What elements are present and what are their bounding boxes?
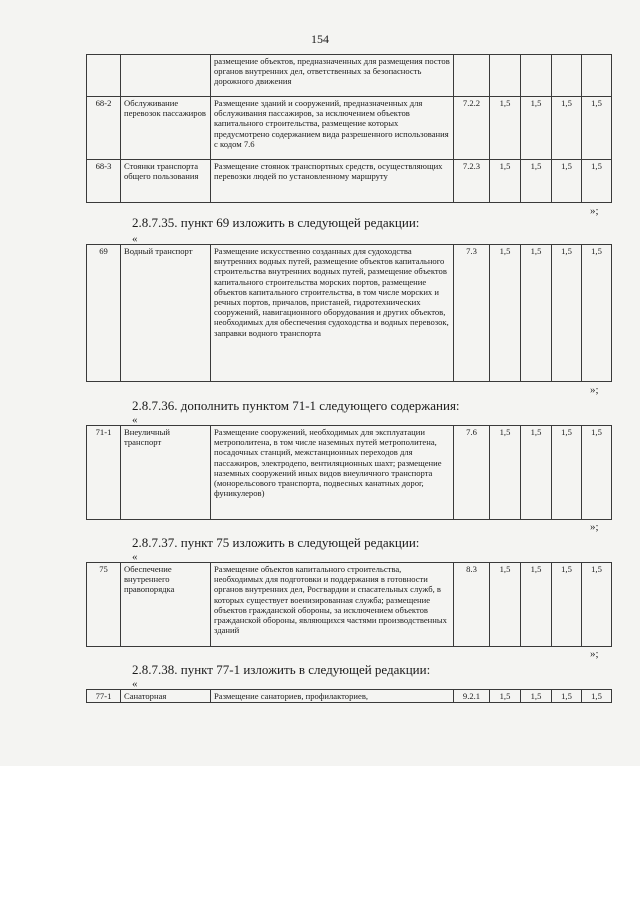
row-description: Размещение сооружений, необходимых для эксплуатации метрополитена, в том числе наземных путей метрополитена, посадочных станций, межстанционных переходов для пассажиров, электродепо, вентиляционных шахт; размещение наземных сооружений иных видов внеуличного транспорта (монорельсового транспорта, подвесных канатных дорог, фуникулеров) [211,426,454,520]
row-description: Размещение санаториев, профилакториев, [211,690,454,703]
row-value: 1,5 [552,245,582,382]
row-value: 1,5 [552,160,582,203]
row-value: 1,5 [490,563,521,647]
regulation-table [86,689,612,703]
row-value: 1,5 [582,245,612,382]
closing-quote: »; [590,384,599,396]
row-number: 71-1 [87,426,121,520]
row-value: 1,5 [490,690,521,703]
table-row [87,245,612,382]
regulation-table [86,244,612,382]
row-value: 1,5 [552,563,582,647]
row-use-name: Обслуживание перевозок пассажиров [121,97,211,160]
row-description: Размещение стоянок транспортных средств, осуществляющих перевозки людей по установленному маршруту [211,160,454,203]
row-value: 1,5 [552,97,582,160]
row-value: 1,5 [552,690,582,703]
row-value: 1,5 [521,563,552,647]
row-value: 1,5 [521,690,552,703]
opening-quote: « [132,678,138,690]
section-heading: 2.8.7.37. пункт 75 изложить в следующей редакции: [132,535,420,550]
opening-quote: « [132,551,138,563]
row-code [454,55,490,97]
row-code: 7.2.3 [454,160,490,203]
regulation-table [86,425,612,520]
row-description: Размещение искусственно созданных для судоходства внутренних водных путей, размещение объектов капитального строительства внутренних водных путей, размещение объектов капитального строительства морских портов, размещение объектов капитального строительства, в том числе морских и речных портов, причалов, пристаней, гидротехнических сооружений, навигационного оборудования и других объектов, необходимых для обеспечения судоходства и водных перевозок, заправки водного транспорта [211,245,454,382]
row-number [87,55,121,97]
table-row [87,426,612,520]
row-value: 1,5 [521,426,552,520]
row-value: 1,5 [490,160,521,203]
table-row [87,55,612,97]
section-heading: 2.8.7.36. дополнить пунктом 71-1 следующего содержания: [132,398,460,413]
row-code: 8.3 [454,563,490,647]
row-value: 1,5 [490,97,521,160]
opening-quote: « [132,233,138,245]
section-heading: 2.8.7.35. пункт 69 изложить в следующей редакции: [132,215,420,230]
row-value: 1,5 [552,426,582,520]
row-value: 1,5 [582,97,612,160]
row-description: Размещение объектов капитального строительства, необходимых для подготовки и поддержания в готовности органов внутренних дел, Росгвардии и спасательных служб, в которых существует военизированная служба; размещение объектов гражданской обороны, за исключением объектов гражданской обороны, являющихся частями производственных зданий [211,563,454,647]
row-value: 1,5 [490,426,521,520]
table-row [87,97,612,160]
row-value: 1,5 [582,563,612,647]
regulation-table [86,562,612,647]
row-number: 75 [87,563,121,647]
opening-quote: « [132,414,138,426]
row-value: 1,5 [582,160,612,203]
row-use-name: Стоянки транспорта общего пользования [121,160,211,203]
section-heading: 2.8.7.38. пункт 77-1 изложить в следующей редакции: [132,662,431,677]
row-use-name: Внеуличный транспорт [121,426,211,520]
regulation-table-continuation [86,54,612,203]
row-value [552,55,582,97]
row-number: 77-1 [87,690,121,703]
row-value: 1,5 [521,160,552,203]
table-row [87,160,612,203]
row-description: Размещение зданий и сооружений, предназначенных для обслуживания пассажиров, за исключением объектов капитального строительства, размещение которых предусмотрено содержанием вида разрешенного использования с кодом 7.6 [211,97,454,160]
row-number: 68-2 [87,97,121,160]
row-value: 1,5 [521,245,552,382]
row-value: 1,5 [582,690,612,703]
table-row [87,690,612,703]
row-value: 1,5 [490,245,521,382]
closing-quote: »; [590,205,599,217]
closing-quote: »; [590,521,599,533]
row-value: 1,5 [521,97,552,160]
row-number: 68-3 [87,160,121,203]
row-use-name [121,55,211,97]
page-number: 154 [311,32,329,46]
row-code: 7.2.2 [454,97,490,160]
row-number: 69 [87,245,121,382]
row-value [521,55,552,97]
row-code: 7.3 [454,245,490,382]
row-code: 9.2.1 [454,690,490,703]
row-value [582,55,612,97]
row-use-name: Водный транспорт [121,245,211,382]
table-row [87,563,612,647]
row-use-name: Обеспечение внутреннего правопорядка [121,563,211,647]
row-value: 1,5 [582,426,612,520]
row-value [490,55,521,97]
row-code: 7.6 [454,426,490,520]
closing-quote: »; [590,648,599,660]
row-use-name: Санаторная [121,690,211,703]
row-description: размещение объектов, предназначенных для размещения постов органов внутренних дел, ответственных за безопасность дорожного движения [211,55,454,97]
